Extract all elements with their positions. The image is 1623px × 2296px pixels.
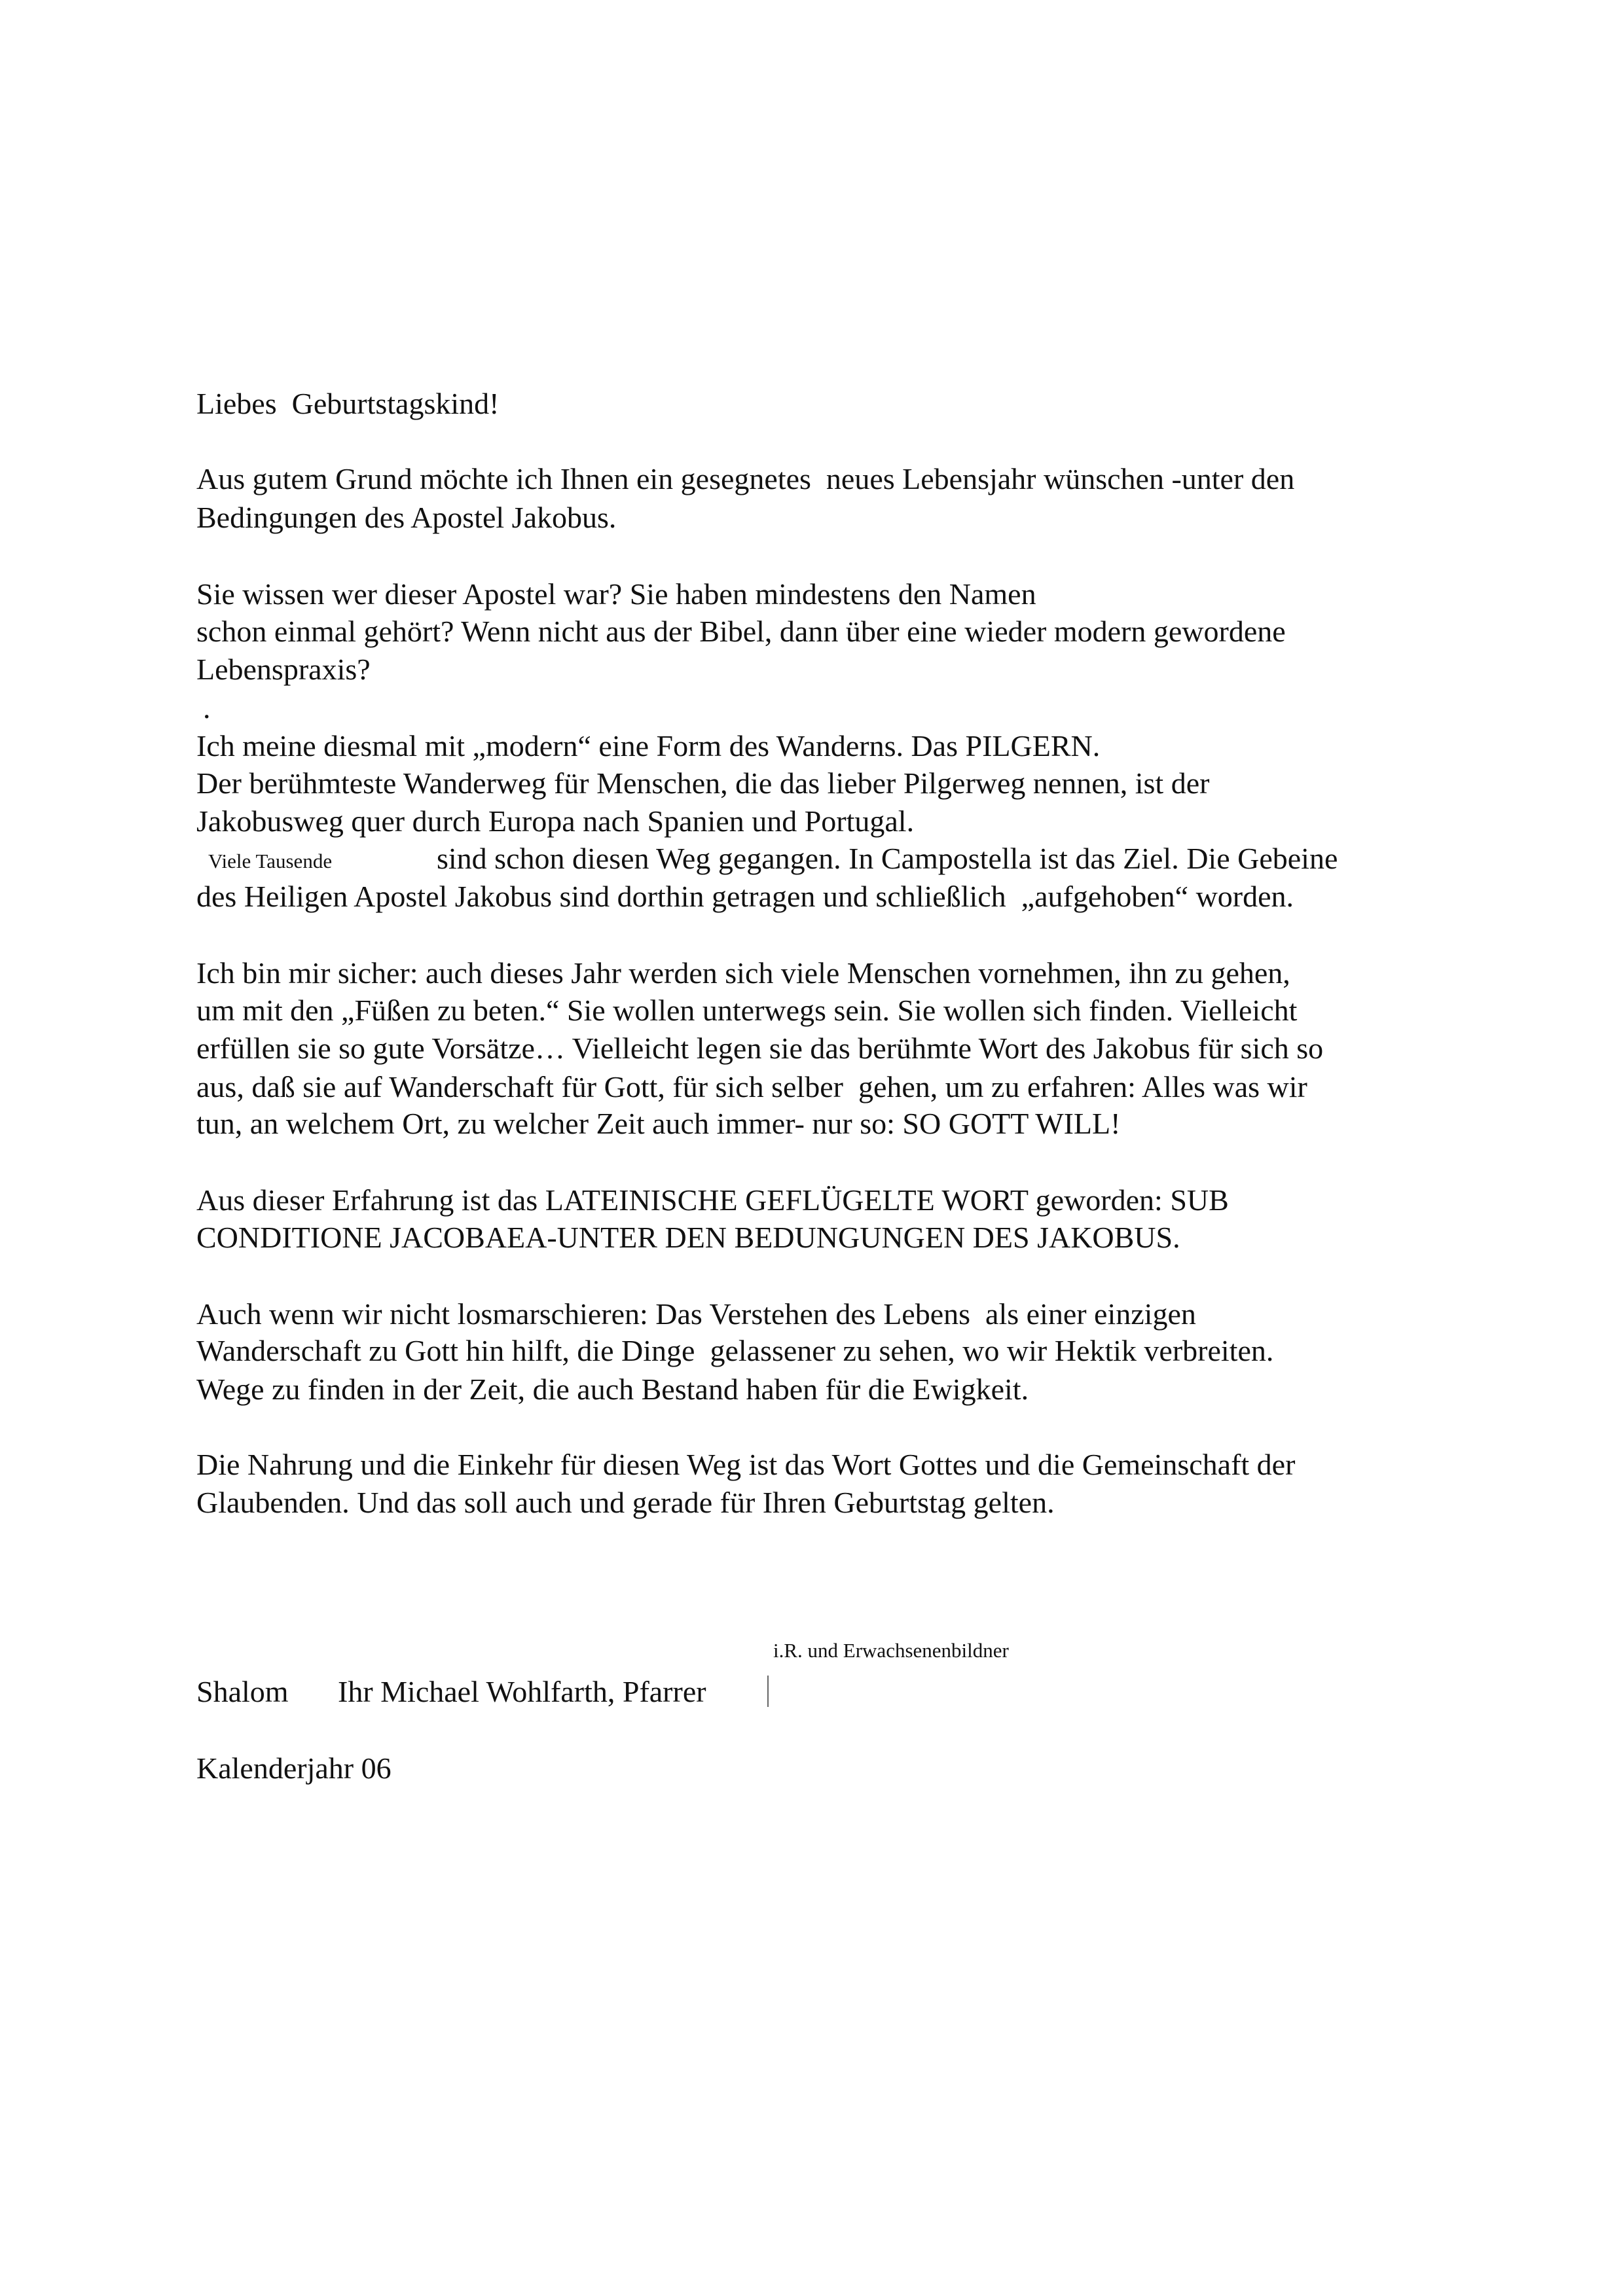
paragraph-line: tun, an welchem Ort, zu welcher Zeit auch immer- nur so: SO GOTT WILL!	[196, 1107, 1121, 1140]
paragraph-line: Wanderschaft zu Gott hin hilft, die Dinge gelassener zu sehen, wo wir Hektik verbreiten.	[196, 1334, 1274, 1367]
paragraph-line: Bedingungen des Apostel Jakobus.	[196, 501, 617, 534]
paragraph-line: Jakobusweg quer durch Europa nach Spanien und Portugal.	[196, 804, 915, 838]
salutation: Liebes Geburtstagskind!	[196, 387, 500, 420]
paragraph-line: sind schon diesen Weg gegangen. In Campostella ist das Ziel. Die Gebeine	[437, 842, 1338, 875]
paragraph-line: CONDITIONE JACOBAEA-UNTER DEN BEDUNGUNGEN DES JAKOBUS.	[196, 1221, 1180, 1254]
paragraph-line: Sie wissen wer dieser Apostel war? Sie haben mindestens den Namen	[196, 577, 1036, 611]
closing: Shalom	[196, 1675, 289, 1708]
paragraph-line: Aus dieser Erfahrung ist das LATEINISCHE GEFLÜGELTE WORT geworden: SUB	[196, 1183, 1229, 1217]
footer-date: Kalenderjahr 06	[196, 1751, 392, 1785]
paragraph-line: Glaubenden. Und das soll auch und gerade für Ihren Geburtstag gelten.	[196, 1486, 1055, 1519]
paragraph-line: des Heiligen Apostel Jakobus sind dorthin getragen und schließlich „aufgehoben“ worden.	[196, 880, 1294, 913]
paragraph-line: erfüllen sie so gute Vorsätze… Vielleicht legen sie das berühmte Wort des Jakobus für sich so	[196, 1031, 1324, 1065]
paragraph-line: Lebenspraxis?	[196, 653, 371, 686]
text-cursor-mark	[767, 1676, 769, 1707]
paragraph-line: schon einmal gehört? Wenn nicht aus der Bibel, dann über eine wieder modern gewordene	[196, 615, 1286, 648]
title-addition: i.R. und Erwachsenenbildner	[773, 1639, 1009, 1662]
paragraph-line: Ich bin mir sicher: auch dieses Jahr werden sich viele Menschen vornehmen, ihn zu gehen,	[196, 956, 1290, 990]
signature: Ihr Michael Wohlfarth, Pfarrer	[338, 1675, 706, 1708]
paragraph-line: Ich meine diesmal mit „modern“ eine Form des Wanderns. Das PILGERN.	[196, 729, 1101, 762]
stray-dot: .	[203, 691, 211, 725]
paragraph-line: Auch wenn wir nicht losmarschieren: Das Verstehen des Lebens als einer einzigen	[196, 1297, 1196, 1331]
paragraph-line: Aus gutem Grund möchte ich Ihnen ein gesegnetes neues Lebensjahr wünschen -unter den	[196, 462, 1295, 495]
paragraph-line: Die Nahrung und die Einkehr für diesen Weg ist das Wort Gottes und die Gemeinschaft der	[196, 1448, 1296, 1481]
paragraph-line: um mit den „Füßen zu beten.“ Sie wollen unterwegs sein. Sie wollen sich finden. Vielleicht	[196, 994, 1298, 1027]
inserted-text: Viele Tausende	[208, 850, 333, 872]
paragraph-line: Der berühmteste Wanderweg für Menschen, die das lieber Pilgerweg nennen, ist der	[196, 766, 1210, 800]
paragraph-line: Wege zu finden in der Zeit, die auch Bestand haben für die Ewigkeit.	[196, 1372, 1029, 1406]
paragraph-line: aus, daß sie auf Wanderschaft für Gott, für sich selber gehen, um zu erfahren: Alles was wir	[196, 1070, 1307, 1103]
